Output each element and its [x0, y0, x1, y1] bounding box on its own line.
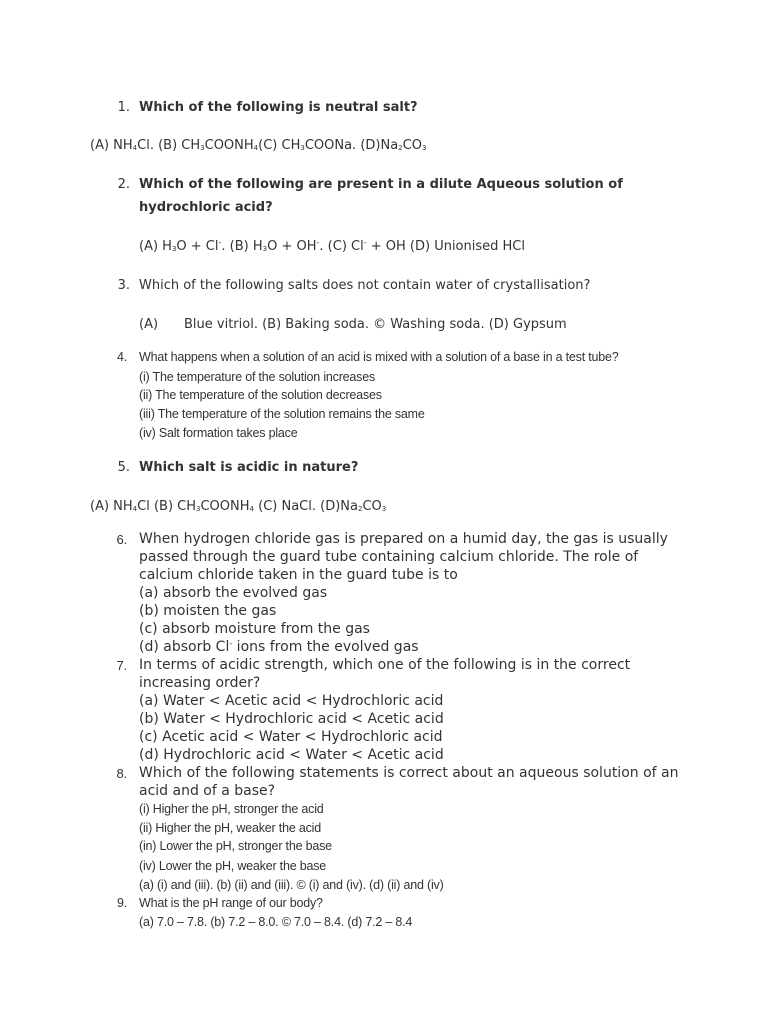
q4-option: (iv) Salt formation takes place — [139, 426, 298, 440]
q5-options: (A) $NH_4Cl$ (B) $CH_3COONH_4$ (C) NaCl. $(D)Na_2CO_3$ — [90, 499, 387, 514]
q8-option: (ii) Higher the pH, weaker the acid — [139, 821, 321, 835]
q6-question-line: When hydrogen chloride gas is prepared on a humid day, the gas is usually — [139, 531, 668, 547]
q9-number: 9. — [116, 896, 127, 910]
q5-question: Which salt is acidic in nature? — [139, 460, 359, 475]
q8-question-line: Which of the following statements is correct about an aqueous solution of an — [139, 765, 679, 781]
q6-number: 6. — [116, 532, 127, 547]
q4-option: (ii) The temperature of the solution decreases — [139, 388, 382, 402]
q2-question-line-2: hydrochloric acid? — [139, 200, 273, 215]
q6-option: (c) absorb moisture from the gas — [139, 621, 370, 637]
q3-question: Which of the following salts does not contain water of crystallisation? — [139, 278, 591, 293]
q3-option-label: (A) — [139, 317, 159, 332]
q7-number: 7. — [116, 658, 127, 673]
q4-option: (iii) The temperature of the solution remains the same — [139, 407, 425, 421]
q8-option: (i) Higher the pH, stronger the acid — [139, 802, 324, 816]
q6-option: (a) absorb the evolved gas — [139, 585, 328, 601]
q4-question: What happens when a solution of an acid is mixed with a solution of a base in a test tube? — [139, 350, 619, 364]
q2-options: (A) $H_3O + Cl^-$. (B) $H_3O + OH^-$. (C) Cl- + OH (D) Unionised HCl — [139, 238, 525, 254]
q7-question-line: increasing order? — [139, 675, 261, 691]
q6-option: (d) absorb Cl- ions from the evolved gas — [139, 639, 419, 655]
q1-number: 1. — [117, 100, 130, 115]
q8-number: 8. — [116, 766, 127, 781]
q6-option: (b) moisten the gas — [139, 603, 277, 619]
q7-option: (b) Water < Hydrochloric acid < Acetic acid — [139, 711, 444, 727]
q2-question-line-1: Which of the following are present in a dilute Aqueous solution of — [139, 177, 623, 192]
q6-question-line: calcium chloride taken in the guard tube is to — [139, 567, 458, 583]
q6-question-line: passed through the guard tube containing calcium chloride. The role of — [139, 549, 639, 565]
q7-option: (c) Acetic acid < Water < Hydrochloric acid — [139, 729, 443, 745]
q5-number: 5. — [117, 460, 130, 475]
q7-question-line: In terms of acidic strength, which one of the following is in the correct — [139, 657, 631, 673]
q3-options: Blue vitriol. (B) Baking soda. © Washing soda. (D) Gypsum — [184, 317, 567, 332]
q9-question: What is the pH range of our body? — [139, 896, 323, 910]
q4-number: 4. — [116, 350, 127, 364]
q1-question: Which of the following is neutral salt? — [139, 100, 418, 115]
q7-option: (d) Hydrochloric acid < Water < Acetic acid — [139, 747, 444, 763]
q9-options: (a) 7.0 – 7.8. (b) 7.2 – 8.0. © 7.0 – 8.4. (d) 7.2 – 8.4 — [139, 915, 413, 929]
q7-option: (a) Water < Acetic acid < Hydrochloric acid — [139, 693, 444, 709]
q8-option: (in) Lower the pH, stronger the base — [139, 839, 332, 853]
q4-option: (i) The temperature of the solution increases — [139, 370, 376, 384]
q1-options: (A) $NH_4Cl$. (B) $CH_3COONH_4(C)$ $CH_3COONa$. $(D)Na_2CO_3$ — [90, 138, 427, 153]
q2-number: 2. — [117, 177, 130, 192]
q8-answer-choices: (a) (i) and (iii). (b) (ii) and (iii). © (i) and (iv). (d) (ii) and (iv) — [139, 878, 444, 892]
q8-question-line: acid and of a base? — [139, 783, 276, 799]
q8-option: (iv) Lower the pH, weaker the base — [139, 859, 327, 873]
q3-number: 3. — [117, 278, 130, 293]
